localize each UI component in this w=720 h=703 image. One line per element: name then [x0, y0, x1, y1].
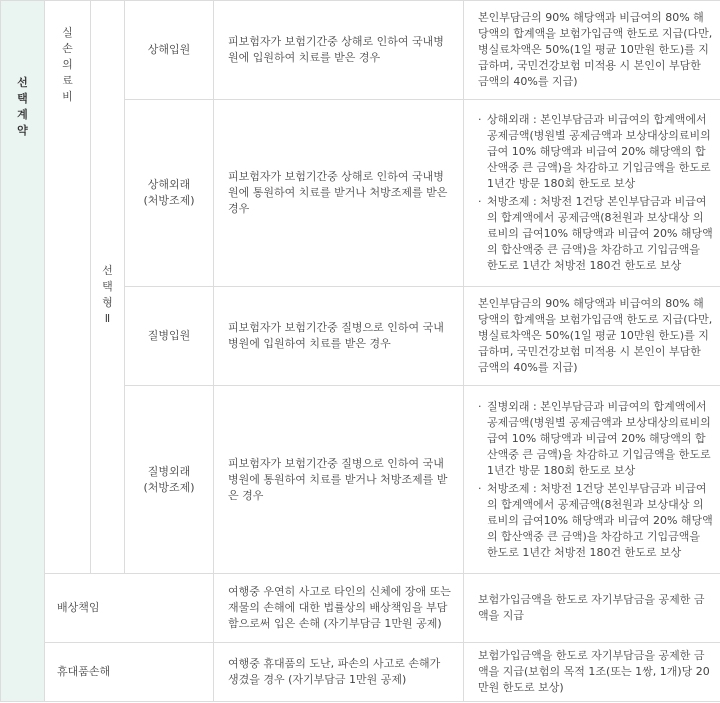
- benefit-bullet: [478, 481, 714, 561]
- bullet-icon: ·: [478, 399, 482, 413]
- description-text: 여행중 우연히 사고로 타인의 신체에 장애 또는 재물의 손해에 대한 법률상의 배상책임을 부담함으로써 입은 손해 (자기부담금 1만원 공제): [228, 585, 451, 630]
- category-cell: [125, 1, 214, 100]
- table-row: [1, 574, 720, 643]
- description-text: 피보험자가 보험기간중 질병으로 인하여 국내병원에 통원하여 치료를 받거나 처방조제를 받은 경우: [228, 456, 448, 502]
- optional-contract-label: 선택계약: [17, 76, 28, 137]
- medical-expenses-cell: [45, 1, 91, 574]
- category-label: 질병외래 (처방조제): [143, 464, 195, 494]
- benefit-text: 본인부담금의 90% 해당액과 비급여의 80% 해당액의 합계액을 보험가입금액 한도로 지급(다만, 병실료차액은 50%(1일 평균 10만원 한도)를 지급하며, 국민건강보험 미적용 시 본인이 부담한 금액의 40%를 지급): [478, 11, 713, 88]
- benefit-bullet: [478, 194, 714, 274]
- description-cell: [214, 1, 464, 100]
- table-row: [1, 643, 720, 702]
- medical-expenses-label: 실손의료비: [62, 26, 73, 103]
- category-label: 휴대품손해: [57, 665, 111, 678]
- benefit-text: 보험가입금액을 한도로 자기부담금을 공제한 금액을 지급(보험의 목적 1조(또는 1쌍, 1개)당 20만원 한도로 보상): [478, 649, 710, 694]
- description-cell: [214, 386, 464, 574]
- category-cell: [125, 386, 214, 574]
- benefit-text: 본인부담금의 90% 해당액과 비급여의 80% 해당액의 합계액을 보험가입금액 한도로 지급(다만, 병실료차액은 50%(1일 평균 10만원 한도)를 지급하며, 국민건강보험 미적용 시 본인이 부담한 금액의 40%를 지급): [478, 297, 713, 374]
- benefit-bullet: [478, 112, 714, 192]
- benefit-cell: [464, 287, 720, 386]
- bullet-text: 처방조제 : 처방전 1건당 본인부담금과 비급여의 합계액에서 공제금액(8천원과 보상대상 의료비의 급여10% 해당액과 비급여 20% 해당액의 합산액중 큰 금액)을 차감하고 기입금액을 한도로 1년간 처방전 180건 한도로 보상: [487, 481, 713, 559]
- category-label: 질병입원: [147, 329, 191, 342]
- benefit-cell: [464, 386, 720, 574]
- description-text: 피보험자가 보험기간중 상해로 인하여 국내병원에 입원하여 치료를 받은 경우: [228, 35, 444, 64]
- benefit-cell: [464, 643, 720, 702]
- category-cell: [45, 643, 214, 702]
- table-row: [1, 1, 720, 100]
- benefit-cell: [464, 574, 720, 643]
- category-label: 상해입원: [147, 43, 191, 56]
- bullet-text: 처방조제 : 처방전 1건당 본인부담금과 비급여의 합계액에서 공제금액(8천원과 보상대상 의료비의 급여10% 해당액과 비급여 20% 해당액의 합산액중 큰 금액)을 차감하고 기입금액을 한도로 1년간 처방전 180건 한도로 보상: [487, 195, 713, 272]
- category-label: 배상책임: [57, 601, 100, 614]
- description-cell: [214, 643, 464, 702]
- category-cell: [125, 287, 214, 386]
- bullet-text: 상해외래 : 본인부담금과 비급여의 합계액에서 공제금액(병원별 공제금액과 보상대상의료비의 급여 10% 해당액과 비급여 20% 해당액의 합산액중 큰 금액)을 차감하고 기입금액을 한도로 1년간 방문 180회 한도로 보상: [487, 113, 711, 190]
- option-type-label: 선택형Ⅱ: [102, 264, 113, 325]
- bullet-text: 질병외래 : 본인부담금과 비급여의 합계액에서 공제금액(병원별 공제금액과 보상대상의료비의 급여 10% 해당액과 비급여 20% 해당액의 합산액중 큰 금액)을 차감하고 기입금액을 한도로 1년간 방문 180회 한도로 보상: [487, 399, 711, 477]
- option-type-cell: [91, 1, 125, 574]
- bullet-icon: ·: [478, 195, 482, 208]
- benefit-cell: [464, 100, 720, 287]
- benefit-text: 보험가입금액을 한도로 자기부담금을 공제한 금액을 지급: [478, 593, 705, 622]
- description-text: 피보험자가 보험기간중 상해로 인하여 국내병원에 통원하여 치료를 받거나 처방조제를 받은 경우: [228, 170, 448, 215]
- description-cell: [214, 574, 464, 643]
- description-text: 여행중 휴대품의 도난, 파손의 사고로 손해가 생겼을 경우 (자기부담금 1만원 공제): [228, 657, 441, 686]
- bullet-icon: ·: [478, 481, 482, 495]
- description-cell: [214, 100, 464, 287]
- category-label: 상해외래 (처방조제): [143, 178, 195, 207]
- category-cell: [125, 100, 214, 287]
- bullet-icon: ·: [478, 113, 482, 126]
- description-text: 피보험자가 보험기간중 질병으로 인하여 국내병원에 입원하여 치료를 받은 경우: [228, 321, 444, 350]
- benefit-bullet: [478, 399, 714, 479]
- description-cell: [214, 287, 464, 386]
- benefit-cell: [464, 1, 720, 100]
- optional-contract-cell: [1, 1, 45, 702]
- category-cell: [45, 574, 214, 643]
